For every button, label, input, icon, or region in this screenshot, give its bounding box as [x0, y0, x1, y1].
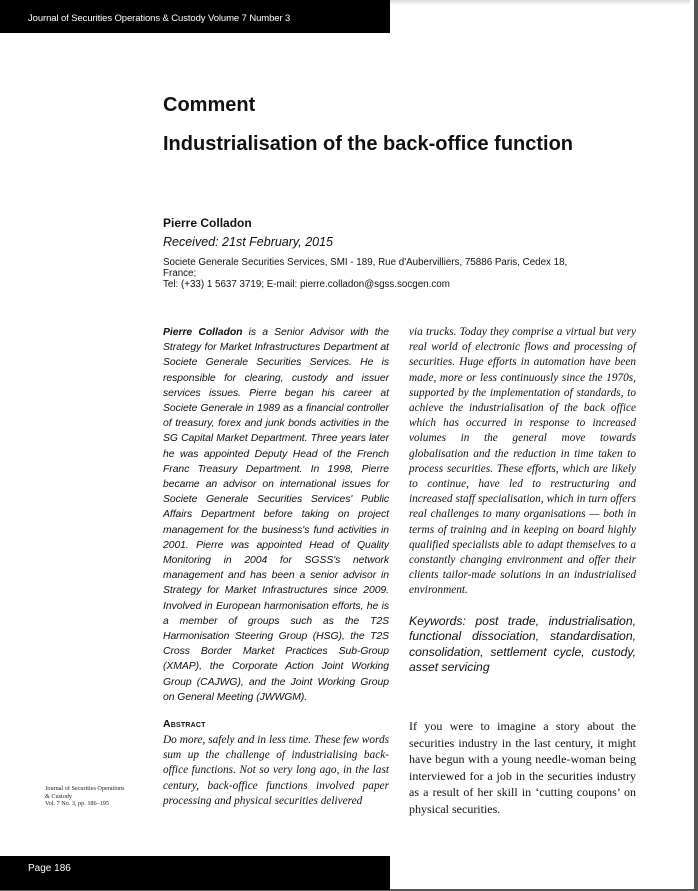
citation-block — [45, 785, 125, 808]
keywords: Keywords: post trade, industrialisation, functional dissociation, standardisation, consolidation, settlement cycle, custody, asset servicing — [409, 614, 636, 674]
author-bio — [163, 325, 389, 705]
page-border-right — [694, 0, 698, 891]
journal-title: Journal of Securities Operations & Custody Volume 7 Number 3 — [28, 13, 291, 24]
running-header — [0, 0, 390, 33]
affiliation-address: Societe Generale Securities Services, SMI - 189, Rue d'Aubervilliers, 75886 Paris, Cedex 18, France; — [163, 257, 568, 279]
article-title: Industrialisation of the back-office function — [163, 133, 574, 155]
page-shadow — [390, 0, 690, 5]
bio-name: Pierre Colladon — [163, 327, 243, 338]
citation-journal: Journal of Securities Operations — [45, 785, 125, 792]
bio-text: is a Senior Advisor with the Strategy for Market Infrastructures Department at Societe Generale Securities Services. He is responsible for clearing, custody and issuer services issues. Pierre began his career at Societe Generale in 1989 as a financial controller of treasury, forex and junk bonds activities in the SG Capital Market Department. Three years later he was appointed Deputy Head of the French Franc Treasury Department. In 1998, Pierre became an advisor on international issues for Societe Generale Securities Services' Public Affairs Department before taking on project management for the business's fund activities in 2001. Pierre was appointed Head of Quality Monitoring in 2004 for SGSS's network management and has been a senior advisor in Strategy for Market Infrastructures since 2009. Involved in European harmonisation efforts, he is a member of groups such as the T2S Harmonisation Steering Group (HSG), the T2S Cross Border Market Practices Sub-Group (XMAP), the Corporate Action Joint Working Group (CAJWG), and the Joint Working Group on General Meeting (JWWGM). — [163, 327, 390, 703]
abstract-heading: Abstract — [163, 718, 206, 730]
abstract-continued: via trucks. Today they comprise a virtual but very real world of electronic flows and processing of securities. Huge efforts in automation have been made, more or less continuously since the 1970s, supported by the implementation of standards, to achieve the industrialisation of the back office which has occurred in response to increased volumes in the general move towards globalisation and the reduction in time taken to process securities. These efforts, which are likely to continue, have led to restructuring and increased staff specialisation, which in turn offers real challenges to many organisations — both in terms of training and in keeping on board highly qualified specialists able to adapt themselves to a constantly changing environment and offer their clients tailor-made solutions in an industrialised environment. — [409, 326, 636, 597]
abstract-text: Do more, safely and in less time. These few words sum up the challenge of industrialising back-office functions. Not so very long ago, in the last century, back-office functions involved paper processing and physical securities delivered — [163, 734, 389, 807]
citation-volume: Vol. 7 No. 3, pp. 186–195 — [45, 800, 109, 807]
running-footer — [0, 856, 390, 890]
affiliation-contact: Tel: (+33) 1 5637 3719; E-mail: pierre.colladon@sgss.socgen.com — [163, 279, 450, 290]
received-date: Received: 21st February, 2015 — [163, 235, 334, 249]
body-text: If you were to imagine a story about the securities industry in the last century, it might have begun with a young needle-woman being interviewed for a job in the securities industry as a result of her skill in ‘cutting coupons’ on physical securities. — [409, 719, 636, 816]
author-name: Pierre Colladon — [163, 216, 252, 230]
citation-journal-cont: & Custody — [45, 792, 72, 800]
author-affiliation — [163, 257, 583, 290]
page-number: Page 186 — [28, 863, 71, 874]
section-label: Comment — [163, 94, 256, 116]
